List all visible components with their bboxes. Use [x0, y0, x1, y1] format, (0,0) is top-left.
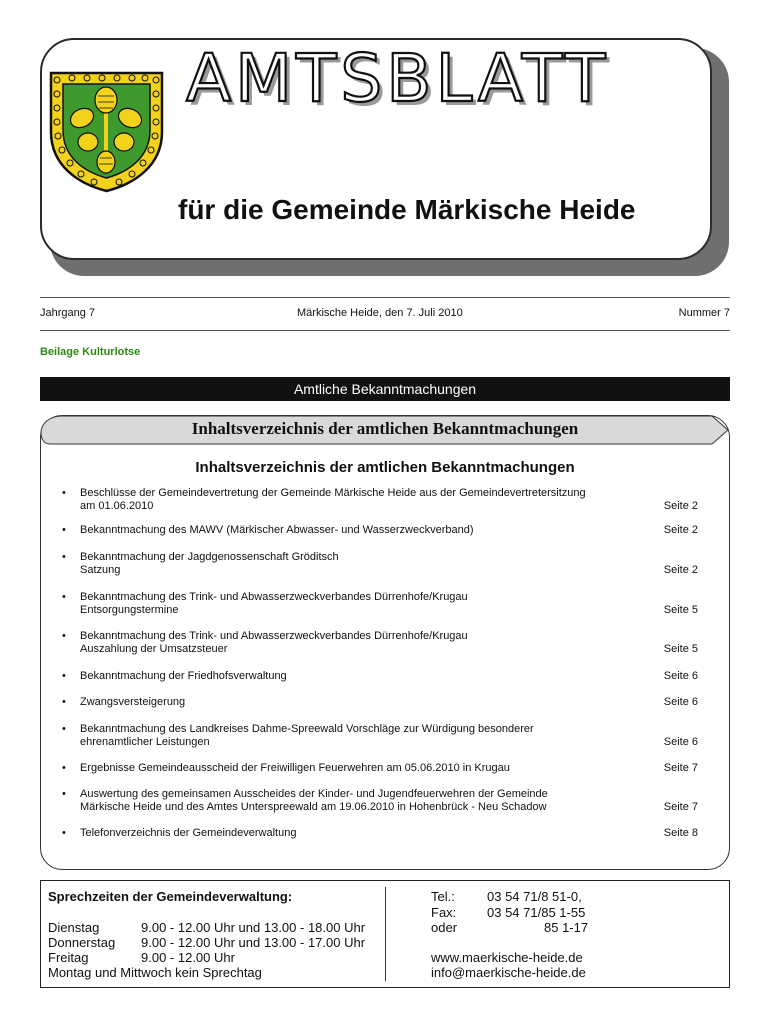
hours-day: Freitag	[48, 950, 89, 965]
bullet-icon: •	[62, 827, 66, 839]
toc-item-text: Beschlüsse der Gemeindevertretung der Gemeinde Märkische Heide aus der Gemeindevertretersitzung am 01.06.2010	[80, 487, 586, 512]
toc-item-page: Seite 7	[663, 762, 698, 774]
fax-label: Fax:	[431, 905, 457, 920]
toc-item-page: Seite 2	[663, 500, 698, 512]
masthead-subtitle: für die Gemeinde Märkische Heide	[178, 194, 636, 225]
email-link[interactable]: info@maerkische-heide.de	[431, 965, 586, 980]
toc-item-text: Bekanntmachung des Trink- und Abwasserzweckverbandes Dürrenhofe/Krugau Auszahlung der Umsatzsteuer	[80, 630, 468, 655]
fax-number-alt: 85 1-17	[544, 920, 589, 935]
closed-note: Montag und Mittwoch kein Sprechtag	[48, 965, 262, 980]
tel-label: Tel.:	[431, 889, 455, 904]
bullet-icon: •	[62, 723, 66, 735]
masthead-title: AMTSBLATT	[186, 40, 610, 117]
office-hours-footer	[40, 880, 730, 988]
toc-item-page: Seite 6	[663, 736, 698, 748]
issue-number: Nummer 7	[678, 307, 730, 319]
toc-item-page: Seite 7	[663, 801, 698, 813]
coat-of-arms-icon	[48, 70, 165, 194]
toc-item-text: Bekanntmachung des Trink- und Abwasserzweckverbandes Dürrenhofe/Krugau Entsorgungstermine	[80, 591, 468, 616]
toc-item-page: Seite 6	[663, 670, 698, 682]
tel-number: 03 54 71/8 51-0,	[487, 889, 582, 904]
bullet-icon: •	[62, 487, 66, 499]
issue-rule-bottom	[40, 330, 730, 331]
issue-rule-top	[40, 297, 730, 298]
toc-item-page: Seite 2	[663, 564, 698, 576]
toc-item-text: Auswertung des gemeinsamen Ausscheides der Kinder- und Jugendfeuerwehren der Gemeinde Märkische Heide und des Amtes Unterspreewald am 19.06.2010 in Hohenbrück - Neu Schadow	[80, 788, 548, 813]
bullet-icon: •	[62, 630, 66, 642]
toc-item-page: Seite 2	[663, 524, 698, 536]
toc-item-page: Seite 8	[663, 827, 698, 839]
hours-day: Dienstag	[48, 920, 100, 935]
toc-item-text: Bekanntmachung des Landkreises Dahme-Spreewald Vorschläge zur Würdigung besonderer ehrenamtlicher Leistungen	[80, 723, 534, 748]
toc-item-page: Seite 6	[663, 696, 698, 708]
jahrgang-label: Jahrgang 7	[40, 307, 96, 319]
place-date: Märkische Heide, den 7. Juli 2010	[297, 307, 463, 319]
office-hours-heading: Sprechzeiten der Gemeindeverwaltung:	[48, 889, 293, 904]
hours-day: Donnerstag	[48, 935, 116, 950]
bullet-icon: •	[62, 591, 66, 603]
issue-line	[40, 307, 730, 323]
toc-item-text: Bekanntmachung der Jagdgenossenschaft Gröditsch Satzung	[80, 551, 339, 576]
toc-subheading: Inhaltsverzeichnis der amtlichen Bekanntmachungen	[195, 459, 575, 476]
hours-time: 9.00 - 12.00 Uhr	[141, 950, 235, 965]
hours-time: 9.00 - 12.00 Uhr und 13.00 - 17.00 Uhr	[141, 935, 366, 950]
oder-label: oder	[431, 920, 458, 935]
toc-item-text: Zwangsversteigerung	[80, 696, 186, 708]
toc-heading: Inhaltsverzeichnis der amtlichen Bekanntmachungen	[191, 419, 579, 438]
toc-item-page: Seite 5	[663, 604, 698, 616]
toc-item-text: Ergebnisse Gemeindeausscheid der Freiwilligen Feuerwehren am 05.06.2010 in Krugau	[80, 762, 510, 774]
hours-time: 9.00 - 12.00 Uhr und 13.00 - 18.00 Uhr	[141, 920, 366, 935]
toc-item-text: Telefonverzeichnis der Gemeindeverwaltung	[80, 827, 297, 839]
bullet-icon: •	[62, 524, 66, 536]
toc-item-page: Seite 5	[663, 643, 698, 655]
bullet-icon: •	[62, 670, 66, 682]
bullet-icon: •	[62, 696, 66, 708]
fax-number: 03 54 71/85 1-55	[487, 905, 586, 920]
toc-item-text: Bekanntmachung der Friedhofsverwaltung	[80, 670, 287, 682]
bullet-icon: •	[62, 551, 66, 563]
website-link[interactable]: www.maerkische-heide.de	[431, 950, 583, 965]
bullet-icon: •	[62, 762, 66, 774]
beilage-note: Beilage Kulturlotse	[40, 346, 141, 358]
section-banner: Amtliche Bekanntmachungen	[40, 377, 730, 401]
toc-item-text: Bekanntmachung des MAWV (Märkischer Abwasser- und Wasserzweckverband)	[80, 524, 474, 536]
footer-divider	[385, 887, 386, 981]
bullet-icon: •	[62, 788, 66, 800]
